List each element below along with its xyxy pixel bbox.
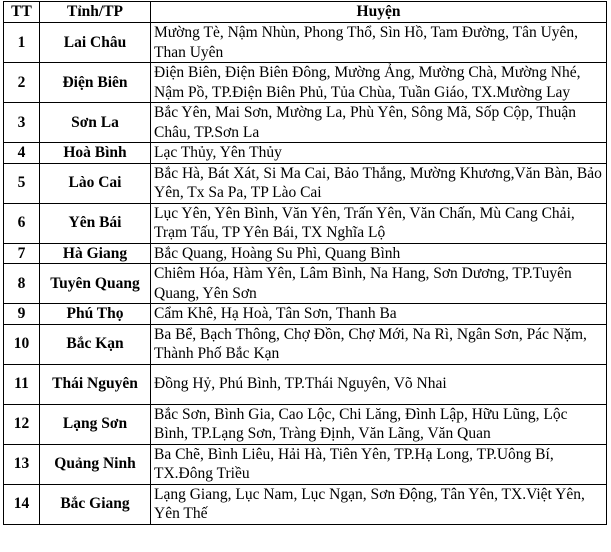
province-name: Quảng Ninh bbox=[40, 444, 151, 484]
row-number: 11 bbox=[4, 364, 40, 404]
header-tt: TT bbox=[4, 2, 40, 23]
province-name: Yên Bái bbox=[40, 203, 151, 243]
table-row bbox=[4, 203, 607, 243]
row-number: 7 bbox=[4, 243, 40, 264]
row-number: 14 bbox=[4, 484, 40, 524]
row-number: 8 bbox=[4, 264, 40, 304]
header-province: Tỉnh/TP bbox=[40, 2, 151, 23]
district-list: Ba Bể, Bạch Thông, Chợ Đồn, Chợ Mới, Na Rì, Ngân Sơn, Pác Nặm, Thành Phố Bắc Kạn bbox=[151, 324, 607, 364]
province-name: Tuyên Quang bbox=[40, 264, 151, 304]
row-number: 3 bbox=[4, 103, 40, 143]
table-row bbox=[4, 243, 607, 264]
district-list: Đồng Hỷ, Phú Bình, TP.Thái Nguyên, Võ Nhai bbox=[151, 364, 607, 404]
row-number: 13 bbox=[4, 444, 40, 484]
district-list: Lục Yên, Yên Bình, Văn Yên, Trấn Yên, Văn Chấn, Mù Cang Chải, Trạm Tấu, TP Yên Bái, TX Nghĩa Lộ bbox=[151, 203, 607, 243]
province-name: Hoà Bình bbox=[40, 143, 151, 164]
district-list: Mường Tè, Nậm Nhùn, Phong Thổ, Sìn Hồ, Tam Đường, Tân Uyên, Than Uyên bbox=[151, 23, 607, 63]
row-number: 9 bbox=[4, 304, 40, 325]
district-list: Ba Chẽ, Bình Liêu, Hải Hà, Tiên Yên, TP.Hạ Long, TP.Uông Bí, TX.Đông Triều bbox=[151, 444, 607, 484]
row-number: 2 bbox=[4, 63, 40, 103]
province-name: Bắc Giang bbox=[40, 484, 151, 524]
row-number: 12 bbox=[4, 404, 40, 444]
table-row bbox=[4, 484, 607, 524]
district-list: Điện Biên, Điện Biên Đông, Mường Ảng, Mường Chà, Mường Nhé, Nậm Pồ, TP.Điện Biên Phủ, Tủa Chùa, Tuần Giáo, TX.Mường Lay bbox=[151, 63, 607, 103]
table-row bbox=[4, 324, 607, 364]
header-row bbox=[4, 2, 607, 23]
province-name: Lào Cai bbox=[40, 163, 151, 203]
table-row bbox=[4, 163, 607, 203]
header-district: Huyện bbox=[151, 2, 607, 23]
district-list: Cẩm Khê, Hạ Hoà, Tân Sơn, Thanh Ba bbox=[151, 304, 607, 325]
row-number: 6 bbox=[4, 203, 40, 243]
table-row bbox=[4, 103, 607, 143]
district-table bbox=[3, 1, 607, 525]
table-row bbox=[4, 444, 607, 484]
table-row bbox=[4, 304, 607, 325]
province-name: Hà Giang bbox=[40, 243, 151, 264]
district-list: Chiêm Hóa, Hàm Yên, Lâm Bình, Na Hang, Sơn Dương, TP.Tuyên Quang, Yên Sơn bbox=[151, 264, 607, 304]
district-list: Bắc Hà, Bát Xát, Si Ma Cai, Bảo Thắng, Mường Khương,Văn Bàn, Bảo Yên, Tx Sa Pa, TP Lào Cai bbox=[151, 163, 607, 203]
row-number: 5 bbox=[4, 163, 40, 203]
province-name: Bắc Kạn bbox=[40, 324, 151, 364]
district-list: Bắc Sơn, Bình Gia, Cao Lộc, Chi Lăng, Đình Lập, Hữu Lũng, Lộc Bình, TP.Lạng Sơn, Tràng Định, Văn Lãng, Văn Quan bbox=[151, 404, 607, 444]
province-name: Sơn La bbox=[40, 103, 151, 143]
table-row bbox=[4, 364, 607, 404]
district-list: Lạng Giang, Lục Nam, Lục Ngạn, Sơn Động, Tân Yên, TX.Việt Yên, Yên Thế bbox=[151, 484, 607, 524]
province-name: Lạng Sơn bbox=[40, 404, 151, 444]
table-row bbox=[4, 404, 607, 444]
row-number: 1 bbox=[4, 23, 40, 63]
row-number: 4 bbox=[4, 143, 40, 164]
table-row bbox=[4, 264, 607, 304]
table-row bbox=[4, 63, 607, 103]
district-list: Bắc Quang, Hoàng Su Phì, Quang Bình bbox=[151, 243, 607, 264]
province-name: Lai Châu bbox=[40, 23, 151, 63]
province-name: Điện Biên bbox=[40, 63, 151, 103]
district-list: Lạc Thủy, Yên Thủy bbox=[151, 143, 607, 164]
row-number: 10 bbox=[4, 324, 40, 364]
table-row bbox=[4, 23, 607, 63]
table-row bbox=[4, 143, 607, 164]
province-name: Thái Nguyên bbox=[40, 364, 151, 404]
province-name: Phú Thọ bbox=[40, 304, 151, 325]
district-list: Bắc Yên, Mai Sơn, Mường La, Phù Yên, Sông Mã, Sốp Cộp, Thuận Châu, TP.Sơn La bbox=[151, 103, 607, 143]
